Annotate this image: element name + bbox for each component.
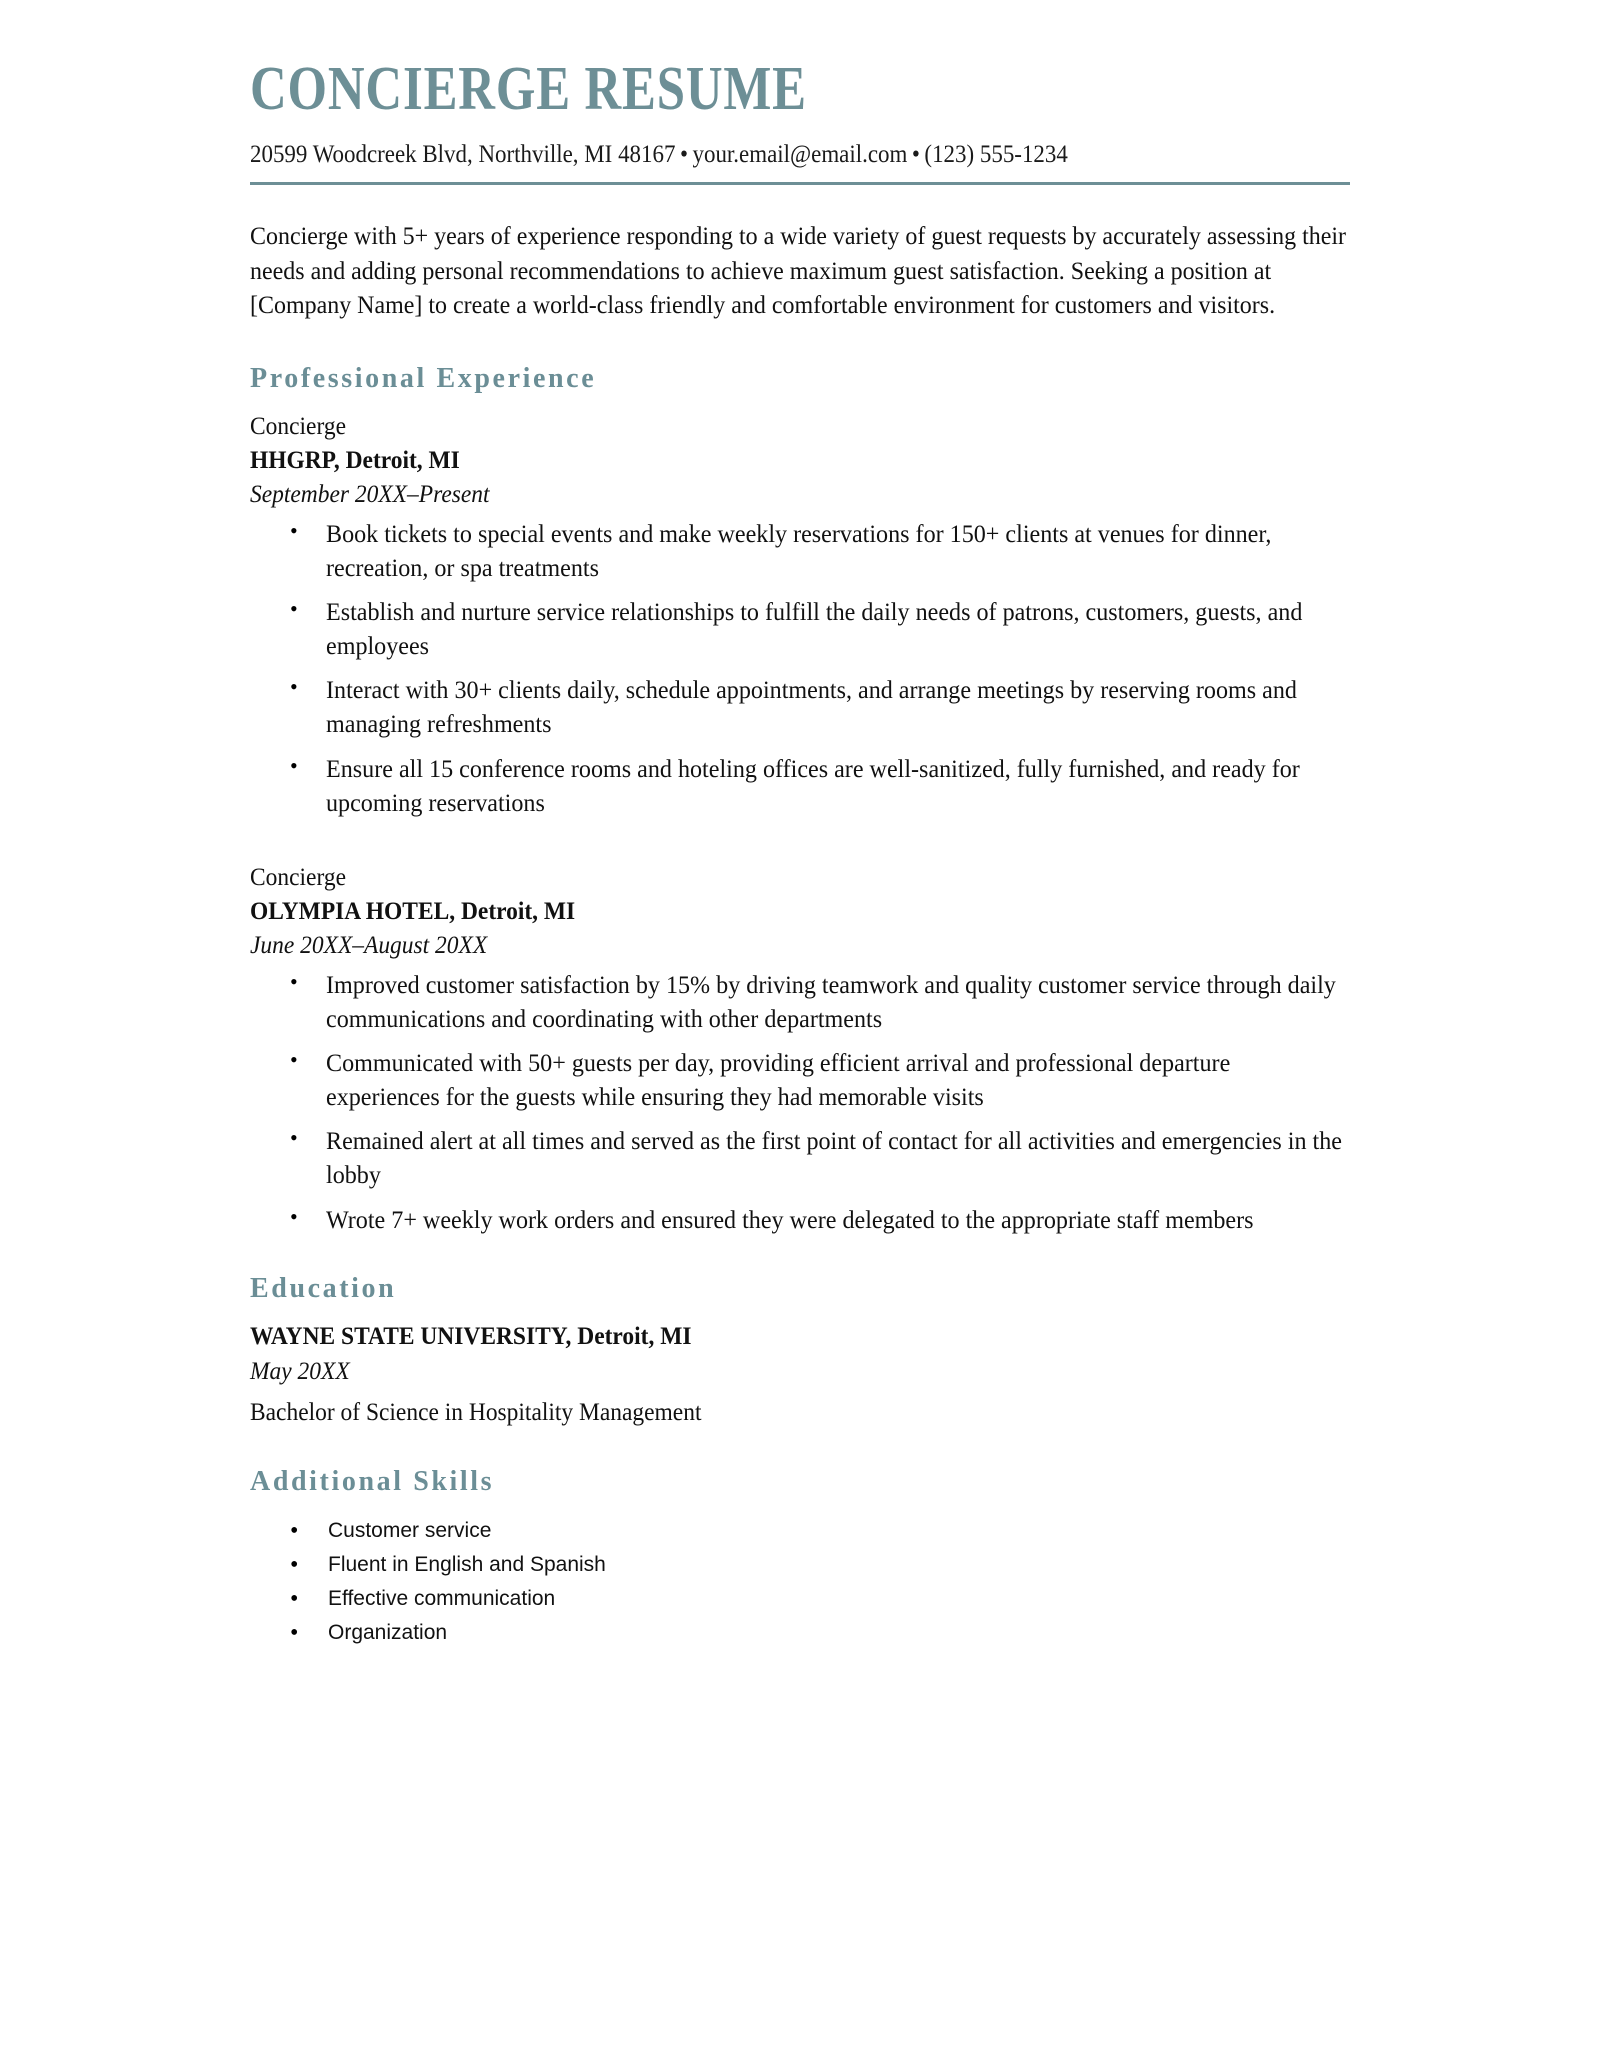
contact-line: [250, 138, 1240, 170]
job-bullet-text: • Communicated with 50+ guests per day, providing efficient arrival and professional departure experiences for the guests while ensuring they had memorable visits: [326, 1047, 1231, 1112]
job-bullet: [326, 595, 1350, 663]
section-heading-skills: Additional Skills: [250, 1465, 495, 1497]
job-bullet-text: • Establish and nurture service relationships to fulfill the daily needs of patrons, customers, guests, and employees: [326, 596, 1303, 661]
skills-list: [250, 1514, 1350, 1650]
job-bullet: [326, 752, 1350, 820]
job-dates: June 20XX–August 20XX: [250, 929, 488, 959]
job-title: Concierge: [250, 861, 346, 891]
page-title: CONCIERGE RESUME: [250, 55, 807, 123]
job-bullet: [326, 517, 1350, 585]
contact-separator-2: •: [911, 139, 920, 168]
contact-phone: (123) 555-1234: [924, 139, 1068, 168]
education-school: WAYNE STATE UNIVERSITY, Detroit, MI: [250, 1320, 692, 1350]
resume-content: [188, 0, 1412, 1650]
experience-entry: [250, 860, 1350, 1237]
job-bullet-text: • Improved customer satisfaction by 15% by driving teamwork and quality customer service through daily communications and coordinating with other departments: [326, 969, 1336, 1033]
experience-spacer: [250, 830, 1350, 860]
job-bullet-text: • Remained alert at all times and served as the first point of contact for all activities and emergencies in the lobby: [326, 1126, 1342, 1190]
education-entry: [250, 1319, 1350, 1430]
job-bullet-text: • Ensure all 15 conference rooms and hoteling offices are well-sanitized, fully furnished, and ready for upcoming reservations: [326, 753, 1300, 817]
job-company: HHGRP, Detroit, MI: [250, 444, 460, 474]
job-bullet-text: • Interact with 30+ clients daily, schedule appointments, and arrange meetings by reserving rooms and managing refreshments: [326, 675, 1297, 739]
skill-item: • Effective communication: [328, 1582, 1350, 1616]
job-bullet-text: • Wrote 7+ weekly work orders and ensured they were delegated to the appropriate staff members: [326, 1204, 1254, 1234]
job-bullet-text: • Book tickets to special events and make weekly reservations for 150+ clients at venues for dinner, recreation, or spa treatments: [326, 518, 1272, 582]
skill-item: • Organization: [328, 1616, 1350, 1650]
job-company: OLYMPIA HOTEL, Detroit, MI: [250, 895, 576, 925]
section-heading-education: Education: [250, 1272, 397, 1304]
resume-sheet: [188, 0, 1412, 1650]
job-bullet: [326, 968, 1350, 1036]
job-bullet-list: [250, 968, 1350, 1237]
resume-header: [250, 0, 1350, 185]
section-heading-experience: Professional Experience: [250, 362, 597, 394]
contact-address: 20599 Woodcreek Blvd, Northville, MI 48167: [250, 139, 676, 168]
job-bullet: [326, 1203, 1350, 1237]
experience-entry: [250, 409, 1350, 820]
job-bullet: [326, 1046, 1350, 1114]
education-degree: Bachelor of Science in Hospitality Management: [250, 1397, 702, 1427]
job-dates: September 20XX–Present: [250, 478, 490, 508]
job-title: Concierge: [250, 410, 346, 440]
job-bullet-list: [250, 517, 1350, 820]
education-date: May 20XX: [250, 1355, 350, 1385]
skill-item: • Customer service: [328, 1514, 1350, 1548]
skill-item: • Fluent in English and Spanish: [328, 1548, 1350, 1582]
contact-email[interactable]: your.email@email.com: [692, 139, 908, 168]
contact-separator-1: •: [679, 139, 688, 168]
job-bullet: [326, 1124, 1350, 1192]
job-bullet: [326, 673, 1350, 741]
header-divider: [250, 182, 1350, 185]
professional-summary: Concierge with 5+ years of experience responding to a wide variety of guest requests by accurately assessing their needs and adding personal recommendations to achieve maximum guest satisfaction. Seeking a position at [Company Name] to create a world-class friendly and comfortable environment for customers and visitors.: [250, 220, 1347, 320]
